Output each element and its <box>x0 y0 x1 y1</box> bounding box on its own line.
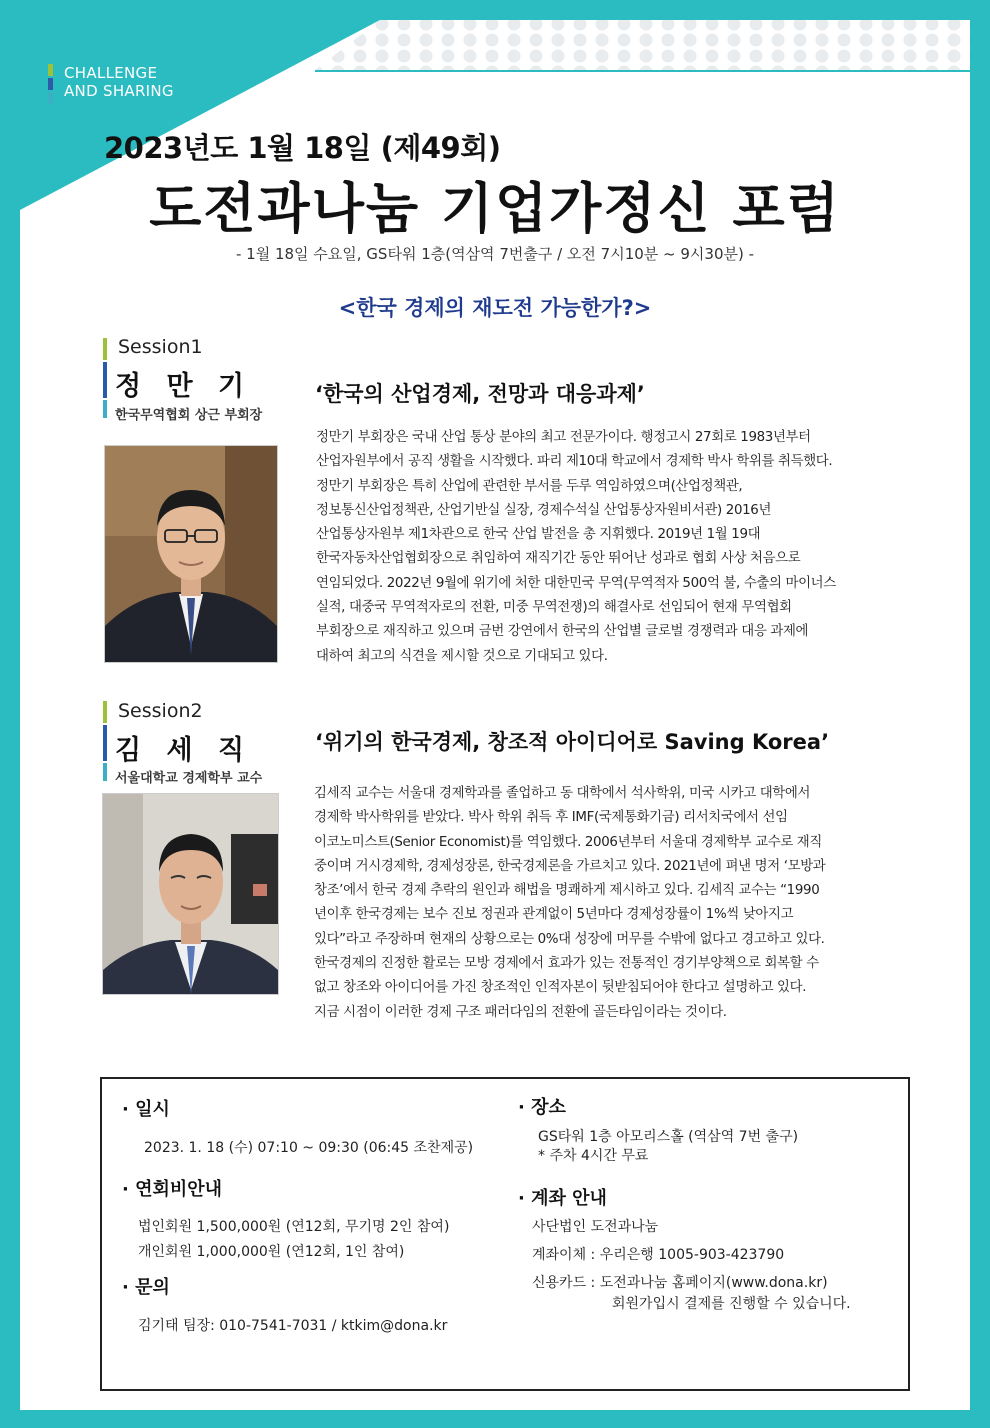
tagline-line-1: CHALLENGE <box>64 64 158 82</box>
session1-speaker-role: 한국무역협회 상근 부회장 <box>115 408 263 423</box>
main-title: 도전과나눔 기업가정신 포럼 <box>149 177 841 240</box>
date-title: 2023년도 1월 18일 (제49회) <box>104 131 501 165</box>
bio-line: 연임되었다. 2022년 9월에 위기에 처한 대한민국 무역(무역적자 500억 불, 수출의 마이너스 <box>316 575 836 591</box>
fees-individual: 개인회원 1,000,000원 (연12회, 1인 참여) <box>138 1244 405 1260</box>
dot-pattern <box>315 20 970 70</box>
session2-bio <box>314 782 825 1025</box>
tag-bar-green <box>48 64 53 76</box>
forum-theme: <한국 경제의 재도전 가능한가?> <box>338 296 652 320</box>
account-transfer: 계좌이체 : 우리은행 1005-903-423790 <box>532 1247 785 1263</box>
account-card: 신용카드 : 도전과나눔 홈페이지(www.dona.kr) <box>532 1275 828 1291</box>
session2-bar-teal <box>103 763 107 781</box>
venue-location: GS타워 1층 아모리스홀 (역삼역 7번 출구) <box>538 1129 799 1145</box>
venue-heading: · 장소 <box>518 1097 566 1118</box>
bio-line: 없고 창조와 아이디어를 가진 창조적인 인적자본이 뒷받침되어야 한다고 설명하고 있다. <box>314 980 807 996</box>
bio-line: 정보통신산업정책관, 산업기반실 실장, 경제수석실 산업통상자원비서관) 2016년 <box>316 502 772 518</box>
tag-bar-teal <box>48 92 53 104</box>
bio-line: 대하여 최고의 식견을 제시할 것으로 기대되고 있다. <box>316 648 608 664</box>
bio-line: 한국경제의 진정한 활로는 모방 경제에서 효과가 있는 전통적인 경기부양책으로 회복할 수 <box>314 956 819 972</box>
bio-line: 산업통상자원부 제1차관으로 한국 산업 발전을 총 지휘했다. 2019년 1월 19대 <box>316 527 761 543</box>
session2-speaker-role: 서울대학교 경제학부 교수 <box>115 771 263 786</box>
contact-text: 김기태 팀장: 010-7541-7031 / ktkim@dona.kr <box>138 1318 448 1334</box>
session1-bar-blue <box>103 362 107 398</box>
bio-line: 년이후 한국경제는 보수 진보 정권과 관계없이 5년마다 경제성장률이 1%씩 낮아지고 <box>314 907 794 923</box>
bio-line: 경제학 박사학위를 받았다. 박사 학위 취득 후 IMF(국제통화기금) 리서치국에서 선임 <box>314 810 788 826</box>
session1-bar-green <box>103 338 107 360</box>
fees-heading: · 연회비안내 <box>122 1179 223 1200</box>
account-card-note: 회원가입시 결제를 진행할 수 있습니다. <box>612 1296 851 1312</box>
tagline <box>64 64 174 100</box>
bio-line: 산업자원부에서 공직 생활을 시작했다. 파리 제10대 학교에서 경제학 박사 학위를 취득했다. <box>316 454 833 470</box>
tagline-line-2: AND SHARING <box>64 82 174 100</box>
session2-bar-blue <box>103 725 107 761</box>
bio-line: 지금 시점이 이러한 경제 구조 패러다임의 전환에 골든타임이라는 것이다. <box>314 1004 727 1020</box>
session2-talk-title: ‘위기의 한국경제, 창조적 아이디어로 Saving Korea’ <box>315 730 830 754</box>
bio-line: 중이며 거시경제학, 경제성장론, 한국경제론을 가르치고 있다. 2021년에 펴낸 명저 ‘모방과 <box>314 858 826 874</box>
event-info-box <box>100 1077 910 1391</box>
session1-bio <box>316 426 836 669</box>
session2-label: Session2 <box>118 700 203 722</box>
schedule-text: 2023. 1. 18 (수) 07:10 ~ 09:30 (06:45 조찬제공) <box>144 1140 474 1156</box>
bio-line: 정만기 부회장은 국내 산업 통상 분야의 최고 전문가이다. 행정고시 27회로 1983년부터 <box>316 430 811 445</box>
bio-line: 김세직 교수는 서울대 경제학과를 졸업하고 동 대학에서 석사학위, 미국 시카고 대학에서 <box>314 786 811 801</box>
session1-bar-teal <box>103 400 107 418</box>
venue-parking: * 주차 4시간 무료 <box>538 1148 649 1164</box>
session2-bar-green <box>103 701 107 723</box>
session2-speaker-photo <box>102 793 279 995</box>
fees-corporate: 법인회원 1,500,000원 (연12회, 무기명 2인 참여) <box>138 1219 450 1235</box>
event-sub-info: - 1월 18일 수요일, GS타워 1층(역삼역 7번출구 / 오전 7시10분 ~ 9시30분) - <box>235 245 755 263</box>
session1-label: Session1 <box>118 336 203 358</box>
bio-line: 창조’에서 한국 경제 추락의 원인과 해법을 명쾌하게 제시하고 있다. 김세직 교수는 “1990 <box>314 883 820 899</box>
bio-line: 한국자동차산업협회장으로 취임하여 재직기간 동안 뛰어난 성과로 협회 사상 처음으로 <box>316 551 801 567</box>
bio-line: 부회장으로 재직하고 있으며 금번 강연에서 한국의 산업별 글로벌 경쟁력과 대응 과제에 <box>316 624 809 640</box>
account-org: 사단법인 도전과나눔 <box>532 1219 659 1235</box>
account-heading: · 계좌 안내 <box>518 1188 607 1209</box>
bio-line: 정만기 부회장은 특히 산업에 관련한 부서를 두루 역임하였으며(산업정책관, <box>316 478 743 494</box>
contact-heading: · 문의 <box>122 1277 170 1298</box>
session1-talk-title: ‘한국의 산업경제, 전망과 대응과제’ <box>315 382 645 406</box>
session1-speaker-name: 정 만 기 <box>115 371 253 402</box>
bio-line: 이코노미스트(Senior Economist)를 역임했다. 2006년부터 서울대 경제학부 교수로 재직 <box>314 834 822 850</box>
bio-line: 있다”라고 주장하며 현재의 상황으로는 0%대 성장에 머무를 수밖에 없다고 경고하고 있다. <box>314 931 825 947</box>
session2-speaker-name: 김 세 직 <box>115 735 253 766</box>
schedule-heading: · 일시 <box>122 1099 170 1120</box>
session1-speaker-photo <box>104 445 278 663</box>
tag-bar-blue <box>48 78 53 90</box>
bio-line: 실적, 대중국 무역적자로의 전환, 미중 무역전쟁)의 해결사로 선임되어 현재 무역협회 <box>316 600 792 616</box>
